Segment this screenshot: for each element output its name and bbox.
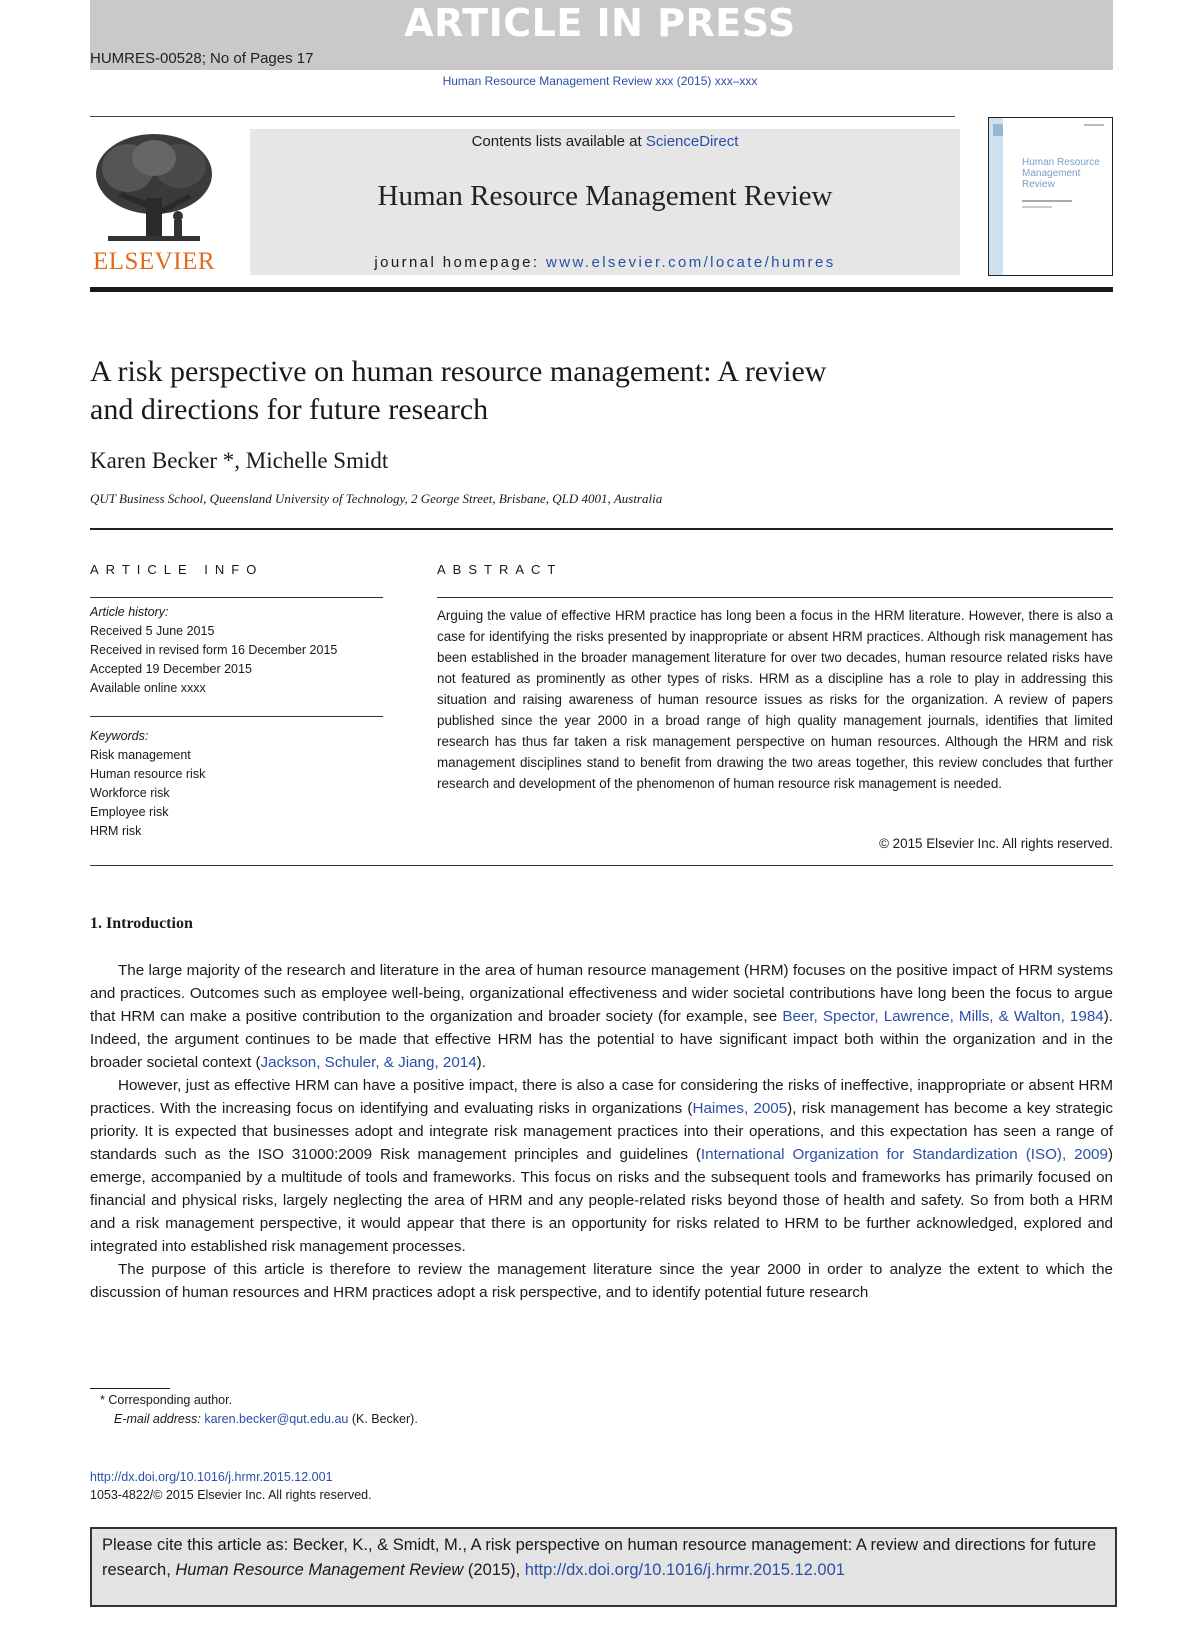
keyword-item: HRM risk	[90, 824, 142, 838]
manuscript-id: HUMRES-00528; No of Pages 17	[90, 50, 314, 67]
doi-link[interactable]: http://dx.doi.org/10.1016/j.hrmr.2015.12.001	[90, 1470, 333, 1484]
citation-link[interactable]: Beer, Spector, Lawrence, Mills, & Walton, 1984	[782, 1008, 1104, 1025]
journal-homepage-line	[250, 254, 960, 271]
paragraph-text: ), risk management has become a key strategic priority. It is expected that businesses adopt and integrate risk management practices into their operations, and this expectation has seen a range of standards such as the ISO 31000:2009 Risk management principles and guidelines (	[90, 1100, 1113, 1163]
article-title-line-1: A risk perspective on human resource management: A review	[90, 355, 827, 388]
homepage-prefix: journal homepage:	[374, 254, 547, 271]
section-heading-introduction: 1. Introduction	[90, 915, 193, 932]
elsevier-wordmark: ELSEVIER	[92, 248, 216, 275]
abstract-text: Arguing the value of effective HRM practice has long been a focus in the HRM literature. However, there is also a case for identifying the risks presented by inappropriate or absent HRM practices. Although risk management has been established in the broader management literature for over two decades, human resource related risks have not featured as prominently as other types of risks. HRM as a discipline has a role to play in addressing this situation and raising awareness of human resource issues as risks for the organization. A review of papers published since the year 2000 in a broad range of high quality management journals, identifies that limited research has thus far taken a risk management perspective on human resources. Although the HRM and risk management disciplines stand to benefit from drawing the two areas together, this review concludes that further research and development of the phenomenon of human resource risk management is needed.	[437, 608, 1113, 791]
history-item: Received 5 June 2015	[90, 624, 215, 638]
citation-link[interactable]: Jackson, Schuler, & Jiang, 2014	[260, 1054, 477, 1071]
journal-title: Human Resource Management Review	[377, 180, 833, 212]
issn-line: 1053-4822/© 2015 Elsevier Inc. All rights reserved.	[90, 1488, 372, 1502]
cite-journal: Human Resource Management Review	[175, 1561, 464, 1579]
paragraph-text: The large majority of the research and literature in the area of human resource management (HRM) focuses on the positive impact of HRM systems and practices. Outcomes such as employee well-being, organizational effectiveness and wider societal contributions have long been the focus to argue that HRM can make a positive contribution to the organization and broader society (for example, see	[90, 962, 1113, 1025]
body-text	[90, 959, 1113, 1304]
journal-citation-link[interactable]: Human Resource Management Review xxx (2015) xxx–xxx	[442, 74, 758, 88]
cover-title-text: Human Resource Management Review	[1022, 157, 1100, 190]
corresponding-author-note	[100, 1393, 232, 1407]
footnote-rule	[90, 1388, 170, 1389]
citation-link[interactable]: International Organization for Standardization (ISO), 2009	[700, 1146, 1108, 1163]
abstract-heading: ABSTRACT	[437, 562, 563, 577]
header-top-rule	[90, 116, 955, 117]
article-info-heading: ARTICLE INFO	[90, 562, 264, 577]
history-item: Accepted 19 December 2015	[90, 662, 252, 676]
paragraph-text: However, just as effective HRM can have a positive impact, there is also a case for considering the risks of ineffective, inappropriate or absent HRM practices. With the increasing focus on identifying and evaluating risks in organizations (	[90, 1077, 1113, 1117]
history-item: Received in revised form 16 December 2015	[90, 643, 338, 657]
journal-cover-thumbnail	[988, 117, 1113, 276]
header-bottom-rule	[90, 287, 1113, 292]
corresponding-author-text: Corresponding author.	[108, 1393, 233, 1407]
cite-doi-link[interactable]: http://dx.doi.org/10.1016/j.hrmr.2015.12.001	[524, 1561, 845, 1579]
email-label: E-mail address:	[114, 1412, 205, 1426]
keyword-item: Workforce risk	[90, 786, 170, 800]
paragraph-text: ) emerge, accompanied by a multitude of tools and frameworks. This focus on risks and the subsequent tools and frameworks has primarily focused on financial and physical risks, largely neglecting the area of HRM and any people-related risks beyond those of health and safety. So from both a HRM and a risk management perspective, it would appear that there is an opportunity for risks related to HRM to be further acknowledged, explored and integrated into established risk management processes.	[90, 1146, 1113, 1255]
article-history-label: Article history:	[90, 605, 169, 619]
paragraph	[90, 1074, 1113, 1258]
article-title-line-2: and directions for future research	[90, 393, 489, 426]
paragraph-text: ). Indeed, the argument continues to be made that effective HRM has the potential to have significant impact both within the organization and in the broader societal context (	[90, 1008, 1114, 1071]
email-link[interactable]: karen.becker@qut.edu.au	[204, 1412, 349, 1426]
footnote-marker: *	[100, 1393, 105, 1407]
contents-prefix: Contents lists available at	[471, 133, 646, 150]
paragraph: The purpose of this article is therefore to review the management literature since the year 2000 in order to analyze the extent to which the discussion of human resources and HRM practices adopt a risk perspective, and to identify potential future research	[90, 1261, 1113, 1301]
article-title	[90, 353, 990, 429]
keyword-item: Employee risk	[90, 805, 169, 819]
email-note	[114, 1412, 418, 1426]
abstract-rule	[437, 597, 1113, 598]
cite-prefix: Please cite this article as: Becker, K., & Smidt, M., A risk perspective on human resource management: A review and directions for future research,	[102, 1536, 1097, 1579]
email-suffix: (K. Becker).	[348, 1412, 418, 1426]
cite-year: (2015),	[463, 1561, 525, 1579]
affiliation: QUT Business School, Queensland University of Technology, 2 George Street, Brisbane, QLD 4001, Australia	[90, 491, 663, 506]
article-in-press-title: ARTICLE IN PRESS	[404, 1, 796, 45]
paragraph	[90, 959, 1113, 1074]
keywords-rule	[90, 716, 383, 717]
title-divider	[90, 528, 1113, 530]
authors: Karen Becker *, Michelle Smidt	[90, 448, 389, 473]
abstract-copyright: © 2015 Elsevier Inc. All rights reserved.	[879, 836, 1113, 851]
citation-link[interactable]: Haimes, 2005	[692, 1100, 788, 1117]
keywords	[90, 727, 205, 841]
journal-homepage-link[interactable]: www.elsevier.com/locate/humres	[546, 254, 836, 271]
abstract-divider	[90, 865, 1113, 866]
article-history	[90, 603, 337, 698]
sciencedirect-link[interactable]: ScienceDirect	[645, 133, 739, 150]
keyword-item: Human resource risk	[90, 767, 206, 781]
please-cite-box	[90, 1527, 1117, 1607]
keywords-label: Keywords:	[90, 729, 149, 743]
article-info-rule	[90, 597, 383, 598]
keyword-item: Risk management	[90, 748, 191, 762]
contents-available-line	[250, 133, 960, 150]
history-item: Available online xxxx	[90, 681, 206, 695]
paragraph-text: ).	[476, 1054, 486, 1071]
